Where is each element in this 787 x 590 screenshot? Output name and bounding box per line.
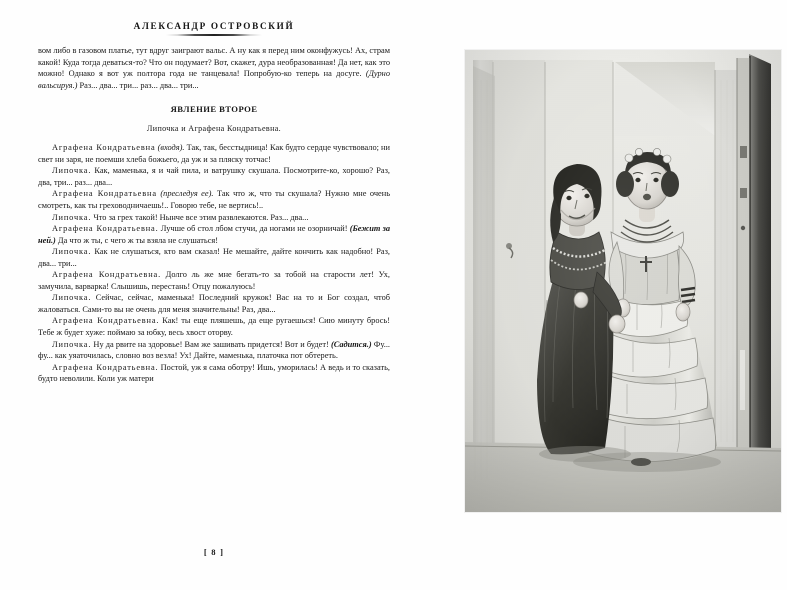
dialogue-body: Так что ж, что ты скушала? Нужно мне очень смотреть, как ты греховодничаешь!.. Говорю тебе, не вертись!.. bbox=[38, 189, 390, 211]
dialogue-body: Постой, уж я сама оботру! Ишь, уморилась! А ведь и то сказать, будто неволили. Коли уж матери bbox=[38, 362, 390, 384]
speaker-name: Липочка. bbox=[52, 339, 92, 349]
hand-right bbox=[676, 303, 690, 321]
dialogue-line bbox=[38, 142, 390, 165]
door-hinge bbox=[740, 146, 747, 158]
opening-run-3: Раз... два... три... раз... два... три... bbox=[77, 80, 199, 90]
illustration-plate bbox=[465, 50, 781, 512]
dialogue-body: Долго ль же мне бегать-то за тобой на старости лет! Ух, замучила, варварка! Слышишь, перестань! Отцу пожалуюсь! bbox=[38, 270, 390, 291]
dialogue-line bbox=[38, 188, 390, 211]
hand-left-agrafena bbox=[574, 292, 588, 308]
stage-direction: (Садится.) bbox=[330, 339, 372, 349]
opening-run-1: вом либо в газовом платье, тут вдруг заиграют вальс. А ну как я перед ним оконфужусь! Ах, страм какой! Куда тогда деваться-то? Что он подумает? Вот, скажет, дура необразованная! Да нет, как это можно! Однако я вот уж полтора года не танцевала! Попробую-ко теперь на досуге. bbox=[38, 46, 390, 79]
dialogue-line bbox=[38, 165, 390, 188]
door-handle bbox=[741, 226, 745, 230]
scene-title: ЯВЛЕНИЕ ВТОРОЕ bbox=[170, 103, 258, 114]
stage-direction: (входя). bbox=[157, 143, 185, 153]
door-right bbox=[749, 54, 771, 502]
lithograph-illustration bbox=[465, 50, 781, 512]
hand-right-agrafena bbox=[609, 315, 625, 333]
dialogue-body: Лучше об стол лбом стучи, да ногами не озорничай! bbox=[158, 224, 350, 234]
speaker-name: Аграфена Кондратьевна. bbox=[52, 224, 159, 234]
dialogue-body: Что за грех такой! Нынче все этим развлекаются. Раз... два... bbox=[91, 212, 309, 222]
stage-direction: (Бежит за ней.) bbox=[38, 224, 390, 245]
speaker-name: Аграфена Кондратьевна bbox=[52, 143, 156, 153]
door-strip bbox=[740, 350, 745, 410]
stage-direction: (преследуя ее). bbox=[160, 189, 214, 199]
stage-direction-valsiruya: (Дурно вальсируя.) bbox=[38, 69, 390, 90]
dialogue-body-cont: Фу... фу... как уяаточилась, словно воз везла! Ух! Дайте, маменька, платочка пот обтереть. bbox=[38, 339, 390, 361]
page-number: [ 8 ] bbox=[203, 547, 225, 557]
dialogue-line bbox=[38, 315, 390, 338]
dialogue-line bbox=[38, 292, 390, 315]
speaker-name: Липочка. bbox=[52, 166, 92, 176]
running-head-title: АЛЕКСАНДР ОСТРОВСКИЙ bbox=[133, 21, 295, 31]
scene-cast-list: Липочка и Аграфена Кондратьевна. bbox=[146, 123, 282, 133]
paragraph-opening bbox=[38, 45, 390, 91]
speaker-name: Аграфена Кондратьевна. bbox=[52, 270, 162, 280]
door-left bbox=[473, 66, 495, 496]
dialogue-line bbox=[38, 223, 390, 246]
speaker-name: Липочка. bbox=[52, 212, 92, 222]
dialogue-line bbox=[38, 246, 390, 269]
speaker-name: Аграфена Кондратьевна bbox=[52, 189, 157, 199]
speaker-name: Аграфена Кондратьевна. bbox=[52, 316, 160, 326]
dialogue-body: Как! ты еще пляшешь, да еще ругаешься! Сию минуту брось! Тебе ж будет хуже: поймаю за юбку, весь хвост оторву. bbox=[38, 316, 390, 338]
dialogue-line bbox=[38, 269, 390, 292]
door-jamb bbox=[737, 58, 750, 496]
dialogue-body: Сейчас, сейчас, маменька! Последний кружок! Вас на то и Бог создал, чтоб жаловаться. Сами-то вы не очень для меня значительны! Раз, два... bbox=[38, 293, 390, 314]
dialogue-body-cont: Да что ж ты, с чего ж ты взяла не слушаться! bbox=[55, 235, 219, 245]
plate-page bbox=[410, 0, 787, 590]
door-hinge bbox=[740, 188, 747, 198]
hair-side-right bbox=[661, 171, 679, 197]
dialogue-body: Как не слушаться, кто вам сказал! Не мешайте, дайте кончить как надобно! Раз, два... три... bbox=[38, 247, 390, 268]
speaker-name: Липочка. bbox=[52, 293, 92, 303]
dialogue-line bbox=[38, 339, 390, 362]
dialogue-line bbox=[38, 212, 390, 224]
running-head-rule bbox=[166, 34, 262, 36]
dialogue-body: Так, так, бесстыдница! Как будто сердце чувствовало; ни свет ни заря, не поемши хлеба божьего, да уж и за пляску тотчас! bbox=[38, 143, 390, 164]
speaker-name: Липочка. bbox=[52, 247, 92, 257]
text-column bbox=[38, 45, 390, 385]
dialogue-body: Ну да рвите на здоровье! Вам же зашивать придется! Вот и будет! bbox=[91, 339, 331, 349]
speaker-name: Аграфена Кондратьевна. bbox=[52, 362, 159, 372]
shadow-lipochka bbox=[573, 452, 721, 472]
dialogue-body: Как, маменька, я и чай пила, и ватрушку скушала. Посмотрите-ко, хорошо? Раз, два, три... раз... два... bbox=[38, 166, 390, 187]
running-head bbox=[38, 21, 390, 36]
hair-side-left bbox=[616, 171, 634, 197]
dialogue-line bbox=[38, 362, 390, 385]
